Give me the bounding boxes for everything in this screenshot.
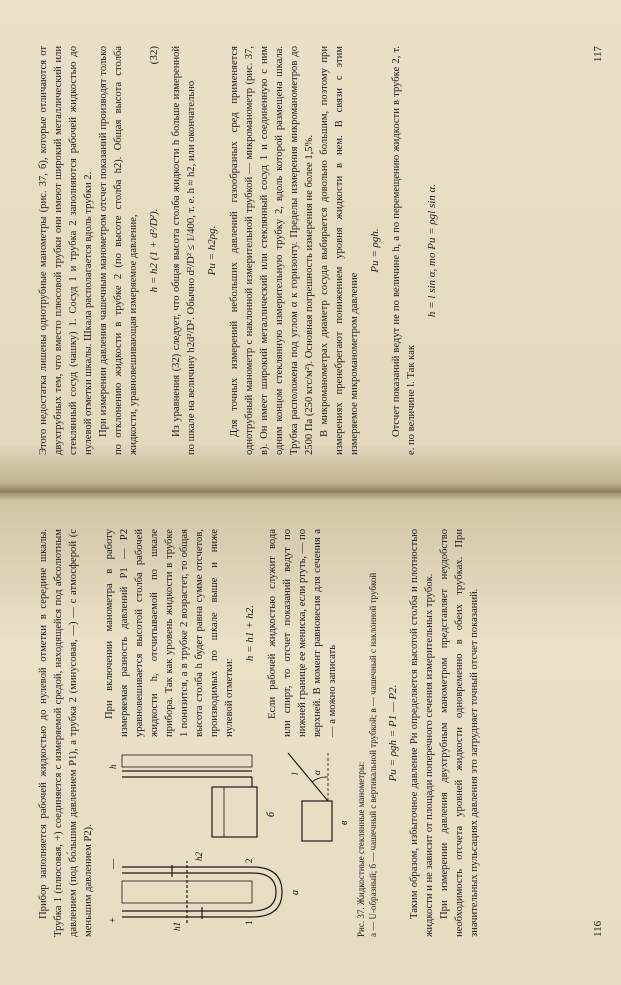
- label-b: б: [266, 811, 278, 817]
- label-plus: +: [108, 917, 120, 923]
- paragraph-reading: При измерении давления чашечным манометром отсчет показаний производят только по отклонению жидкости в трубке 2 (по высоте столба h2). Общая высота столба жидкости, уравновешивающая измеряемое давление,: [98, 46, 140, 455]
- paragraph-micromanometer: Для точных измерений небольших давлений газообразных сред применяется однотрубный манометр с наклонной измерительной трубкой — микроманометр (рис. 37, в). Он имеет широкий металлический или стеклянный сосуд 1 и соединенную с ним одним концом стеклянную измерительную трубку 2, вдоль которой размещена шкала. Трубка расположена под углом α к горизонту. Пределы измерения микроманометров до 2500 Па (250 кгс/м²). Основная погрешность измерения не более 1,5%.: [228, 46, 315, 455]
- formula-32: [147, 46, 163, 455]
- vertical-scale: [122, 755, 252, 767]
- label-v: в: [339, 820, 351, 825]
- paragraph-single-tube: Этого недостатка лишены однотрубные манометры (рис. 37, б), которые отличаются от двухтрубных тем, что вместо плюсовой трубки они имеют широкий металлический или стеклянный сосуд (чашку) 1. Сосуд 1 и трубка 2 заполняются рабочей жидкостью до нулевой отметки шкалы. Шкала располагается вдоль трубки 2.: [38, 46, 95, 455]
- paragraph-measure: При включении манометра в работу измеряемая разность давлений P1 — P2 уравновешивается высотой столба рабочей жидкости h, отсчитываемой по шкале прибора. Так как уровень жидкости в трубке 1 понизится, а в трубке 2 возрастет, то общая высота столба h будет равна сумме отсчетов, производимых по шкале выше и ниже нулевой отметки:: [104, 529, 236, 737]
- paragraph-equation: Из уравнения (32) следует, что общая высота столба жидкости h больше измеренной по шкале на величину h2d²/D². Обычно d²/D² ≤ 1/400, т. е. h ≈ h2, или окончательно: [170, 46, 197, 455]
- u-tube-inner: [122, 873, 276, 911]
- figure-side-text: [102, 529, 352, 737]
- formula-h2: Pи = h2ρg.: [205, 225, 218, 276]
- figure-caption: [356, 529, 379, 937]
- angle-arc: [312, 777, 328, 782]
- label-h1: h1: [172, 922, 183, 931]
- manometer-figure: [102, 747, 352, 937]
- label-tube1: 1: [244, 920, 255, 925]
- paragraph-diameter: В микроманометрах диаметр сосуда выбирается довольно большим, поэтому при измерениях пренебрегают понижением уровня жидкости в нем. В связи с этим измеряемое микроманометром давление: [318, 46, 360, 455]
- left-page: [0, 493, 621, 985]
- label-h2: h2: [194, 852, 205, 861]
- page-number-right: 117: [592, 46, 605, 63]
- label-a: а: [290, 890, 302, 895]
- paragraph-intro: Прибор заполняется рабочей жидкостью до нулевой отметки в середине шкалы. Трубка 1 (плюсовая, +) соединяется с измеряемой средой, находящейся под абсолютным давлением (под бо́льшим давлением P1), а трубка 2 (минусовая, —) — с атмосферой (с меньшим давлением P2).: [38, 529, 95, 937]
- label-h: h: [108, 764, 119, 769]
- formula-rgh: Pи = ρgh.: [368, 228, 381, 273]
- cup-manometer-vertical: [122, 755, 257, 837]
- paragraph-inconvenience: При измерении давления двухтрубным манометром представляет неудобство необходимость отсчета уровней жидкости одновременно в обеих трубках. При значительных пульсациях давления это затрудняет точный отсчет показаний.: [439, 529, 481, 937]
- formula-h: h = h1 + h2.: [244, 604, 257, 662]
- label-l: l: [290, 772, 301, 775]
- paragraph-conclusion: Таким образом, избыточное давление Pи определяется высотой столба и плотностью жидкости и не зависит от площади поперечного сечения измерительных трубок.: [409, 529, 436, 937]
- paragraph-reading-l: Отсчет показаний ведут не по величине h, а по перемещению жидкости в трубке 2, т. е. по величине l. Так как: [391, 46, 418, 455]
- figure-caption-title: Рис. 37. Жидкостные стеклянные манометры:: [356, 761, 367, 937]
- cup-manometer-inclined: [288, 753, 332, 841]
- equation-number: (32): [148, 46, 161, 65]
- cup-inclined-vessel: [302, 801, 332, 841]
- label-minus: —: [108, 859, 120, 869]
- cup-vertical-vessel: [212, 787, 257, 837]
- label-tube2: 2: [244, 858, 255, 863]
- paragraph-meniscus: Если рабочей жидкостью служит вода или спирт, то отсчет показаний ведут по нижней границе ее мениска, если ртуть, — по верхней. В момент равновесия для сечения а — а можно записать: [267, 529, 339, 737]
- label-alpha: α: [312, 770, 323, 775]
- formula-sin: h = l sin α, то Pи = ρgl sin α.: [426, 183, 439, 318]
- u-manometer: [122, 858, 282, 923]
- page-number-left: 116: [592, 920, 605, 937]
- formula-pressure: Pи = ρgh = P1 — P2.: [386, 684, 399, 782]
- figure-block: [102, 529, 352, 937]
- formula-32-text: h = h2 (1 + d²/D²).: [148, 208, 161, 293]
- figure-caption-detail: а — U-образный; б — чашечный с вертикальной трубкой; в — чашечный с наклонной трубкой: [367, 572, 378, 937]
